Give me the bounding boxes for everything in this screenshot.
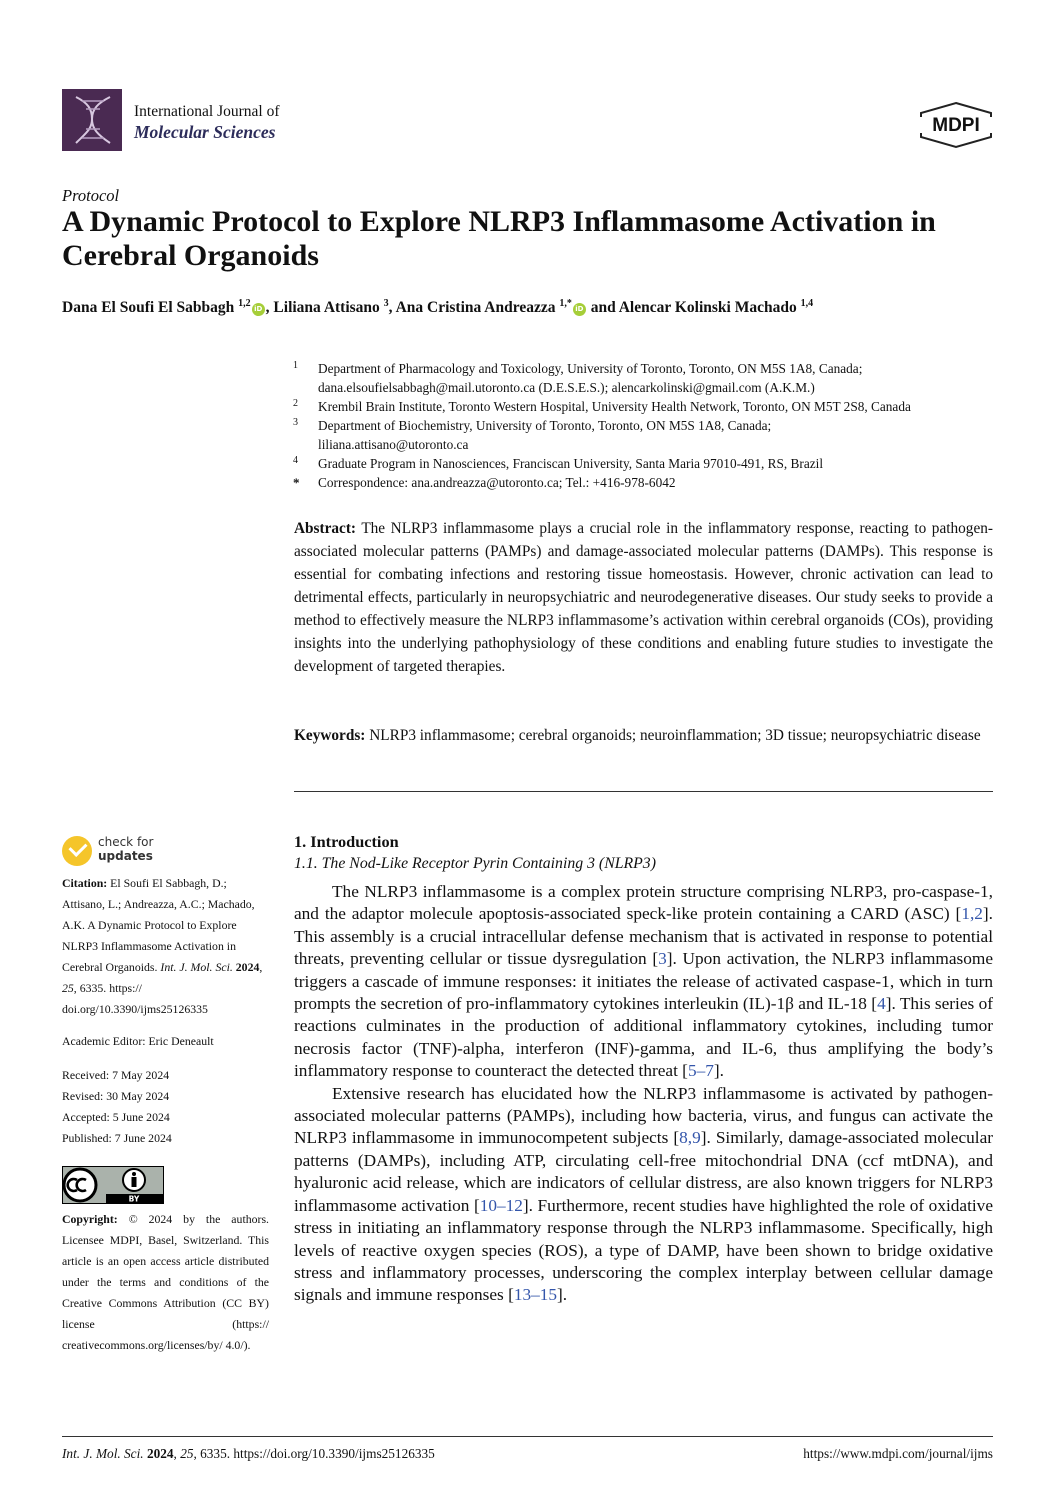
creative-commons-icon [62, 1166, 164, 1204]
author-affiliation-marker: 1,* [559, 298, 572, 309]
reference-link[interactable]: 10–12 [479, 1195, 523, 1215]
affiliation-marker: 3 [293, 417, 298, 428]
journal-logo [62, 89, 122, 151]
author-affiliation-marker: 1,2 [238, 298, 251, 309]
published-date: Published: 7 June 2024 [62, 1131, 172, 1145]
affiliation-text: liliana.attisano@utoronto.ca [318, 437, 469, 452]
body-text [294, 881, 993, 1307]
paragraph-text: ]. Similarly, damage-associated molecular patterns (DAMPs), including ATP, circulating cell-free mitochondrial DNA (ccf mtDNA), and hyaluronic acid release, which are indicators of cellular distress, are also known triggers for NLRP3 inflammasome activation [ [294, 1128, 993, 1215]
author-separator: , [388, 299, 396, 317]
citation-text: El Soufi El Sabbagh, D.; Attisano, L.; Andreazza, A.C.; Machado, A.K. A Dynamic Protocol to Explore NLRP3 Inflammasome Activation in Cerebral Organoids. [62, 876, 255, 974]
affiliation-marker: 2 [293, 398, 298, 409]
keywords-label: Keywords: [294, 727, 366, 744]
check-for-updates-label[interactable]: check for [98, 835, 154, 849]
cc-by-license-badge[interactable] [62, 1166, 164, 1204]
author-name: Dana El Soufi El Sabbagh [62, 299, 239, 317]
received-date: Received: 7 May 2024 [62, 1068, 170, 1082]
keywords-text: NLRP3 inflammasome; cerebral organoids; neuroinflammation; 3D tissue; neuropsychiatric disease [369, 727, 981, 744]
affiliation-text: Graduate Program in Nanosciences, Franciscan University, Santa Maria 97010-491, RS, Brazil [318, 456, 824, 471]
affiliation-item [293, 454, 1003, 473]
abstract-label: Abstract: [294, 520, 357, 537]
affiliation-text: Correspondence: ana.andreazza@utoronto.ca; Tel.: +416-978-6042 [318, 475, 676, 490]
article-title: A Dynamic Protocol to Explore NLRP3 Inflammasome Activation in Cerebral Organoids [62, 205, 936, 272]
abstract [294, 517, 993, 678]
mdpi-logo-icon [917, 101, 995, 149]
divider [294, 791, 993, 792]
copyright-notice [62, 1209, 269, 1356]
affiliation-item [293, 473, 1003, 492]
reference-link[interactable]: 5–7 [687, 1061, 714, 1081]
author-list [62, 298, 1002, 317]
section-heading: 1. Introduction [294, 832, 399, 851]
revised-date: Revised: 30 May 2024 [62, 1089, 170, 1103]
paragraph-text: ]. Upon activation, the NLRP3 inflammasome triggers a cascade of immune responses: it initiates the release of activated caspase-1, which in turn prompts the secretion of pro-inflammatory cytokines interleukin (IL)-1β and IL-18 [ [294, 949, 993, 1014]
check-for-updates-label-bold[interactable]: updates [98, 849, 153, 863]
copyright-text: © 2024 by the authors. Licensee MDPI, Basel, Switzerland. This article is an open access article distributed under the terms and conditions of the Creative Commons Attribution (CC BY) license (https:// creativecommons.org/licenses/by/ 4.0/). [62, 1212, 269, 1352]
author-separator: and [586, 299, 619, 317]
footer-journal: Int. J. Mol. Sci. [62, 1446, 144, 1461]
article-type: Protocol [62, 186, 120, 205]
orcid-icon[interactable]: iD [573, 303, 586, 316]
body-paragraph-1 [294, 881, 993, 1083]
cc-by-text: BY [128, 1194, 140, 1204]
affiliation-marker: 1 [293, 360, 298, 371]
publisher-logo-text: MDPI [932, 115, 980, 136]
publication-dates [62, 1065, 272, 1149]
paragraph-text: ]. [713, 1061, 724, 1081]
affiliation-item [293, 378, 1003, 397]
affiliation-text: Department of Pharmacology and Toxicology, University of Toronto, Toronto, ON M5S 1A8, Canada; [318, 361, 863, 376]
paragraph-text: The NLRP3 inflammasome is a complex protein structure comprising NLRP3, pro-caspase-1, and the adaptor molecule apoptosis-associated speck-like protein containing a CARD (ASC) [ [294, 882, 993, 924]
copyright-label: Copyright: [62, 1212, 118, 1226]
publisher-logo[interactable] [917, 101, 995, 149]
author-affiliation-marker: 1,4 [800, 298, 814, 309]
reference-link[interactable]: 13–15 [513, 1285, 558, 1305]
dna-helix-icon [62, 89, 122, 151]
author-name: Alencar Kolinski Machado [618, 299, 801, 317]
affiliation-marker: * [293, 475, 300, 490]
citation-journal: Int. J. Mol. Sci. [160, 960, 233, 974]
affiliation-item [293, 435, 1003, 454]
affiliation-text: dana.elsoufielsabbagh@mail.utoronto.ca (D.E.S.E.S.); alencarkolinski@gmail.com (A.K.M.) [318, 380, 815, 395]
author-affiliation-marker: 3 [383, 298, 389, 309]
academic-editor: Academic Editor: Eric Deneault [62, 1034, 214, 1048]
author-separator: , [265, 299, 274, 317]
citation-label: Citation: [62, 876, 108, 890]
body-paragraph-2 [294, 1083, 993, 1307]
orcid-icon[interactable]: iD [252, 303, 265, 316]
subsection-heading: 1.1. The Nod-Like Receptor Pyrin Containing 3 (NLRP3) [294, 855, 656, 872]
citation-volume: 25 [62, 981, 74, 995]
paragraph-text: ]. [557, 1285, 568, 1305]
accepted-date: Accepted: 5 June 2024 [62, 1110, 170, 1124]
footer-doi-link[interactable]: , 6335. https://doi.org/10.3390/ijms25126335 [193, 1446, 435, 1461]
journal-name-line1: International Journal of [134, 103, 280, 120]
paragraph-text: ]. This series of reactions culminates in the production of additional inflammatory cytokines, including tumor necrosis factor (TNF)-alpha, interferon (INF)-gamma, and IL-6, thus amplifying the body’s inflammatory response to counteract the detected threat [ [294, 994, 993, 1081]
keywords [294, 724, 993, 747]
reference-link[interactable]: 1,2 [961, 904, 983, 924]
abstract-text: The NLRP3 inflammasome plays a crucial role in the inflammatory response, reacting to pathogen-associated molecular patterns (PAMPs) and damage-associated molecular patterns (DAMPs). This response is essential for combating infections and restoring tissue homeostasis. However, chronic activation can lead to detrimental effects, particularly in neuropsychiatric and neurodegenerative diseases. Our study seeks to provide a method to effectively measure the NLRP3 inflammasome’s activation within cerebral organoids (COs), providing insights into the underlying pathophysiology of these conditions and enabling future studies to investigate the development of targeted therapies. [294, 520, 993, 675]
reference-link[interactable]: 8,9 [679, 1128, 701, 1148]
footer-year: 2024 [146, 1446, 174, 1461]
reference-link[interactable]: 3 [658, 949, 667, 969]
footer-citation: Int. J. Mol. Sci. 2024, 25, 6335. https://doi.org/10.3390/ijms25126335 [62, 1446, 435, 1461]
affiliation-item [293, 397, 1003, 416]
paragraph-text: Extensive research has elucidated how the NLRP3 inflammasome is activated by pathogen-associated molecular patterns (PAMPs), including how bacteria, virus, and fungus can activate the NLRP3 inflammasome in immunocompetent subjects [ [294, 1083, 993, 1148]
affiliation-text: Department of Biochemistry, University of Toronto, Toronto, ON M5S 1A8, Canada; [318, 418, 772, 433]
affiliation-text: Krembil Brain Institute, Toronto Western Hospital, University Health Network, Toronto, ON M5T 2S8, Canada [318, 399, 911, 414]
paragraph-text: ]. This assembly is a crucial intracellular defense mechanism that is activated in response to potential threats, preventing cellular or tissue dysregulation [ [294, 904, 993, 969]
citation-doi[interactable]: , 6335. https:// doi.org/10.3390/ijms25126335 [62, 981, 208, 1016]
footer-volume: 25 [180, 1446, 194, 1461]
footer-divider [62, 1436, 993, 1437]
affiliation-item [293, 416, 1003, 435]
citation-year: 2024 [235, 960, 260, 974]
author-name: Liliana Attisano [273, 299, 384, 317]
footer-journal-url[interactable]: https://www.mdpi.com/journal/ijms [803, 1446, 993, 1461]
reference-link[interactable]: 4 [877, 994, 886, 1014]
affiliation-item [293, 359, 1003, 378]
paragraph-text: ]. Furthermore, recent studies have highlighted the role of oxidative stress in initiating an inflammatory response through the NLRP3 inflammasome. Specifically, high levels of reactive oxygen species (ROS), a type of DAMP, have been shown to bridge oxidative stress and inflammatory processes, underscoring the complex interplay between cellular damage signals and immune responses [ [294, 1195, 993, 1305]
affiliation-marker: 4 [293, 455, 298, 466]
affiliations [293, 359, 1003, 492]
citation: Citation: El Soufi El Sabbagh, D.; Attisano, L.; Andreazza, A.C.; Machado, A.K. A Dynamic Protocol to Explore NLRP3 Inflammasome Activation in Cerebral Organoids. Int. J. Mol. Sci. 2024, 25, 6335. https:// doi.org/10.3390/ijms25126335 [62, 876, 263, 1016]
author-name: Ana Cristina Andreazza [395, 299, 560, 317]
journal-name-line2: Molecular Sciences [134, 122, 276, 142]
